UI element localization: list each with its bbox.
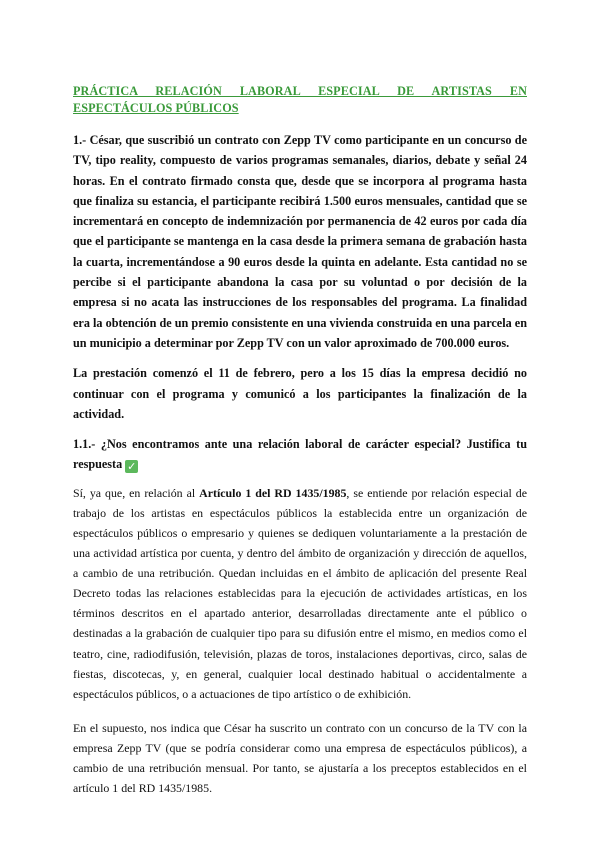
check-mark-icon: ✓ (127, 460, 137, 474)
answer-paragraph-1 (73, 483, 527, 704)
document-page (73, 83, 527, 812)
answer-body: , se entiende por relación especial de trabajo de los artistas en espectáculos públicos la establecida entre un organización de espectáculos públicos o empresario y quienes se dediquen voluntariamente a la prestación de una actividad artística por cuenta, y dentro del ámbito de organización y dirección de aquellos, a cambio de una retribución. Quedan incluidas en el ámbito de aplicación del presente Real Decreto todas las relaciones establecidas para la ejecución de actividades artísticas, en los términos descritos en el apartado anterior, desarrolladas directamente ante el público o destinadas a la grabación de cualquier tipo para su difusión entre el mismo, en medios como el teatro, cine, radiodifusión, televisión, plazas de toros, instalaciones deportivas, circo, salas de fiestas, discotecas, y, en general, cualquier local destinado habitual o accidentalmente a espectáculos públicos, o a actuaciones de tipo artístico o de exhibición. (73, 485, 527, 701)
question-text: 1.1.- ¿Nos encontramos ante una relación laboral de carácter especial? Justifica tu respuesta (73, 437, 527, 472)
legal-reference: Artículo 1 del RD 1435/1985 (199, 485, 347, 500)
question-1-1 (73, 434, 527, 475)
case-statement-continuation: La prestación comenzó el 11 de febrero, pero a los 15 días la empresa decidió no continuar con el programa y comunicó a los participantes la finalización de la actividad. (73, 366, 527, 421)
answer-paragraph-2: En el supuesto, nos indica que César ha suscrito un contrato con un concurso de la TV con la empresa Zepp TV (que se podría considerar como una empresa de espectáculos públicos), a cambio de una retribución mensual. Por tanto, se ajustaría a los preceptos establecidos en el artículo 1 del RD 1435/1985. (73, 720, 527, 796)
title-line-2: ESPECTÁCULOS PÚBLICOS (73, 101, 239, 115)
case-statement: 1.- César, que suscribió un contrato con Zepp TV como participante en un concurso de TV, tipo reality, compuesto de varios programas semanales, diarios, debate y señal 24 horas. En el contrato firmado consta que, desde que se incorpora al programa hasta que finaliza su estancia, el participante recibirá 1.500 euros mensuales, cantidad que se incrementará en concepto de indemnización por permanencia de 42 euros por cada día que el participante se mantenga en la casa desde la primera semana de grabación hasta la cuarta, incrementándose a 90 euros desde la quinta en adelante. Esta cantidad no se percibe si el participante abandona la casa por su voluntad o por decisión de la empresa si no acata las instrucciones de los responsables del programa. La finalidad era la obtención de un premio consistente en una vivienda construida en una parcela en un municipio a determinar por Zepp TV con un valor aproximado de 700.000 euros. (73, 133, 527, 350)
answer-intro: Sí, ya que, en relación al (73, 485, 200, 500)
title-line-1: PRÁCTICA RELACIÓN LABORAL ESPECIAL DE ARTISTAS EN (73, 84, 527, 98)
document-title (73, 83, 527, 117)
